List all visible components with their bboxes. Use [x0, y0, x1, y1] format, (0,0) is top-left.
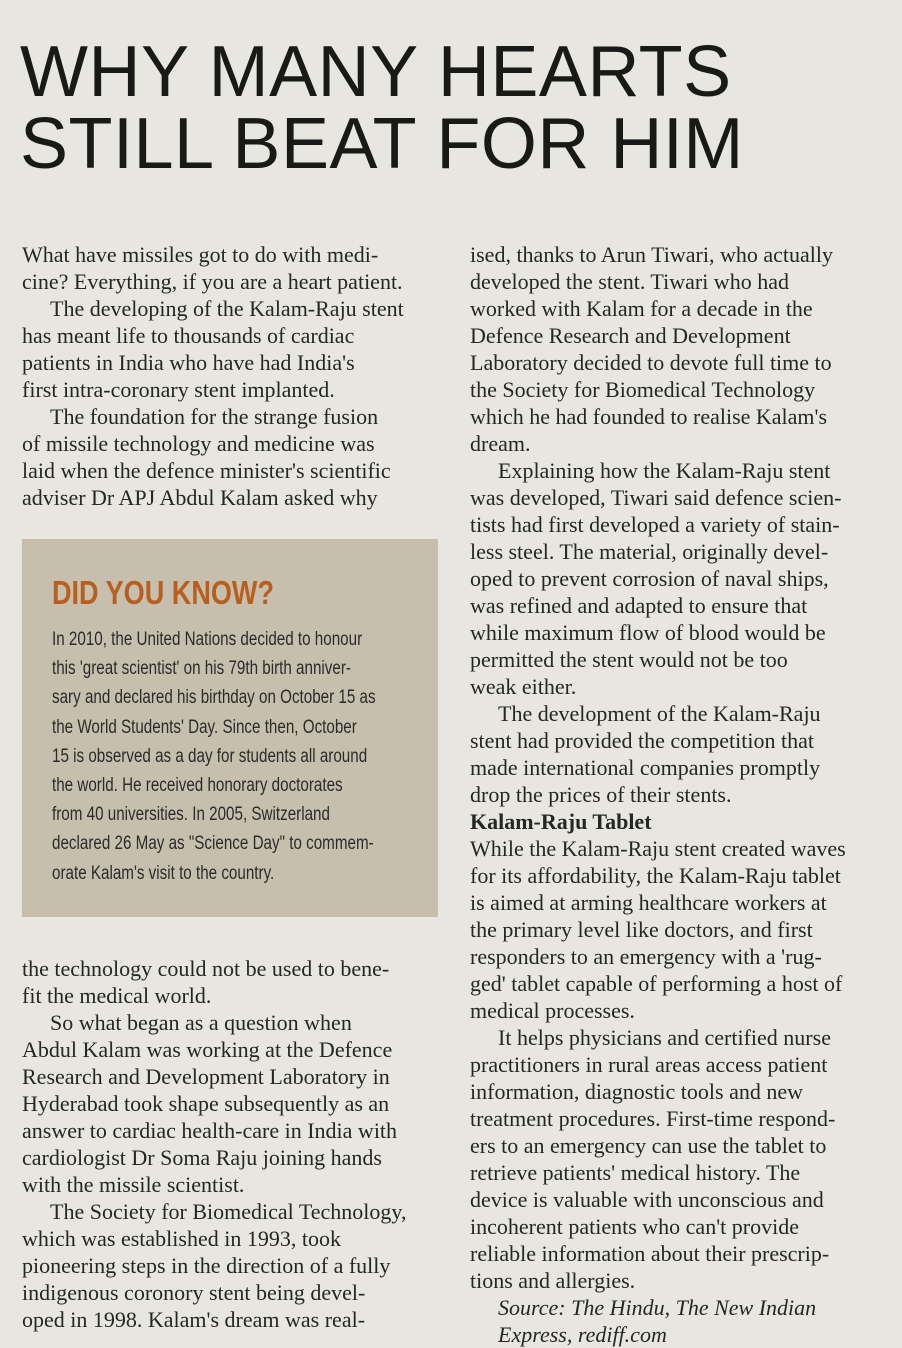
- text-line: The development of the Kalam-Raju: [498, 701, 821, 726]
- text-line: Abdul Kalam was working at the Defence: [22, 1037, 393, 1062]
- text-line: medical processes.: [470, 998, 635, 1023]
- did-you-know-body: [52, 625, 376, 888]
- text-line: ers to an emergency can use the tablet to: [470, 1133, 827, 1158]
- text-line: stent had provided the competition that: [470, 728, 814, 753]
- text-line: incoherent patients who can't provide: [470, 1214, 799, 1239]
- text-line: was developed, Tiwari said defence scien-: [470, 485, 842, 510]
- headline-line-2: STILL BEAT FOR HIM: [20, 104, 744, 184]
- text-line: The developing of the Kalam-Raju stent: [50, 296, 404, 321]
- text-line: patients in India who have had India's: [22, 350, 355, 375]
- text-line: is aimed at arming healthcare workers at: [470, 890, 827, 915]
- text-line: oped in 1998. Kalam's dream was real-: [22, 1307, 366, 1332]
- source-credit: Source: The Hindu, The New Indian: [498, 1295, 817, 1320]
- text-line: Hyderabad took shape subsequently as an: [22, 1091, 390, 1116]
- text-line: While the Kalam-Raju stent created waves: [470, 836, 846, 861]
- text-line: fit the medical world.: [22, 983, 212, 1008]
- text-line: The Society for Biomedical Technology,: [50, 1199, 407, 1224]
- text-line: less steel. The material, originally devel-: [470, 539, 829, 564]
- text-line: device is valuable with unconscious and: [470, 1187, 824, 1212]
- text-line: worked with Kalam for a decade in the: [470, 296, 813, 321]
- text-line: the primary level like doctors, and first: [470, 917, 813, 942]
- text-line: ged' tablet capable of performing a host of: [470, 971, 843, 996]
- subheading: Kalam-Raju Tablet: [470, 809, 652, 834]
- did-you-know-line: orate Kalam's visit to the country.: [52, 862, 275, 884]
- did-you-know-line: declared 26 May as "Science Day" to commem-: [52, 833, 374, 855]
- text-line: Defence Research and Development: [470, 323, 791, 348]
- text-line: information, diagnostic tools and new: [470, 1079, 803, 1104]
- text-line: which was established in 1993, took: [22, 1226, 341, 1251]
- text-line: What have missiles got to do with medi-: [22, 242, 379, 267]
- did-you-know-line: sary and declared his birthday on October 15 as: [52, 687, 376, 709]
- text-line: Laboratory decided to devote full time to: [470, 350, 832, 375]
- did-you-know-line: the World Students' Day. Since then, October: [52, 716, 357, 738]
- did-you-know-line: In 2010, the United Nations decided to honour: [52, 629, 363, 650]
- text-line: Research and Development Laboratory in: [22, 1064, 390, 1089]
- did-you-know-line: from 40 universities. In 2005, Switzerland: [52, 804, 330, 826]
- text-line: while maximum flow of blood would be: [470, 620, 826, 645]
- text-line: indigenous coronory stent being devel-: [22, 1280, 366, 1305]
- text-line: responders to an emergency with a 'rug-: [470, 944, 822, 969]
- text-line: treatment procedures. First-time respond-: [470, 1106, 836, 1131]
- text-line: adviser Dr APJ Abdul Kalam asked why: [22, 485, 378, 510]
- text-line: which he had founded to realise Kalam's: [470, 404, 828, 429]
- text-line: reliable information about their prescrip-: [470, 1241, 830, 1266]
- text-line: dream.: [470, 431, 531, 456]
- text-line: ised, thanks to Arun Tiwari, who actually: [470, 242, 833, 267]
- text-line: has meant life to thousands of cardiac: [22, 323, 355, 348]
- text-line: retrieve patients' medical history. The: [470, 1160, 801, 1185]
- text-line: laid when the defence minister's scientific: [22, 458, 391, 483]
- text-line: tions and allergies.: [470, 1268, 636, 1293]
- text-line: The foundation for the strange fusion: [50, 404, 379, 429]
- right-column: [470, 241, 895, 1348]
- text-line: Explaining how the Kalam-Raju stent: [498, 458, 831, 483]
- left-column-top: [22, 241, 447, 511]
- text-line: So what began as a question when: [50, 1010, 352, 1035]
- headline-line-1: WHY MANY HEARTS: [20, 32, 732, 112]
- text-line: drop the prices of their stents.: [470, 782, 732, 807]
- text-line: pioneering steps in the direction of a fully: [22, 1253, 391, 1278]
- text-line: answer to cardiac health-care in India with: [22, 1118, 398, 1143]
- text-line: weak either.: [470, 674, 577, 699]
- text-line: for its affordability, the Kalam-Raju tablet: [470, 863, 841, 888]
- did-you-know-line: 15 is observed as a day for students all around: [52, 745, 368, 767]
- did-you-know-title: DID YOU KNOW?: [52, 574, 275, 611]
- text-line: of missile technology and medicine was: [22, 431, 375, 456]
- did-you-know-line: this 'great scientist' on his 79th birth anniver-: [52, 658, 351, 680]
- left-column-bottom: [22, 955, 447, 1333]
- text-line: permitted the stent would not be too: [470, 647, 788, 672]
- text-line: developed the stent. Tiwari who had: [470, 269, 789, 294]
- text-line: with the missile scientist.: [22, 1172, 245, 1197]
- text-line: oped to prevent corrosion of naval ships,: [470, 566, 829, 591]
- headline: [20, 32, 890, 184]
- text-line: cine? Everything, if you are a heart patient.: [22, 269, 403, 294]
- text-line: the Society for Biomedical Technology: [470, 377, 816, 402]
- did-you-know-box: [22, 539, 438, 917]
- did-you-know-line: the world. He received honorary doctorates: [52, 775, 343, 797]
- text-line: the technology could not be used to bene-: [22, 956, 390, 981]
- source-credit: Express, rediff.com: [498, 1322, 667, 1347]
- text-line: It helps physicians and certified nurse: [498, 1025, 831, 1050]
- text-line: practitioners in rural areas access patient: [470, 1052, 828, 1077]
- text-line: made international companies promptly: [470, 755, 821, 780]
- text-line: first intra-coronary stent implanted.: [22, 377, 335, 402]
- text-line: tists had first developed a variety of stain-: [470, 512, 840, 537]
- text-line: was refined and adapted to ensure that: [470, 593, 808, 618]
- text-line: cardiologist Dr Soma Raju joining hands: [22, 1145, 382, 1170]
